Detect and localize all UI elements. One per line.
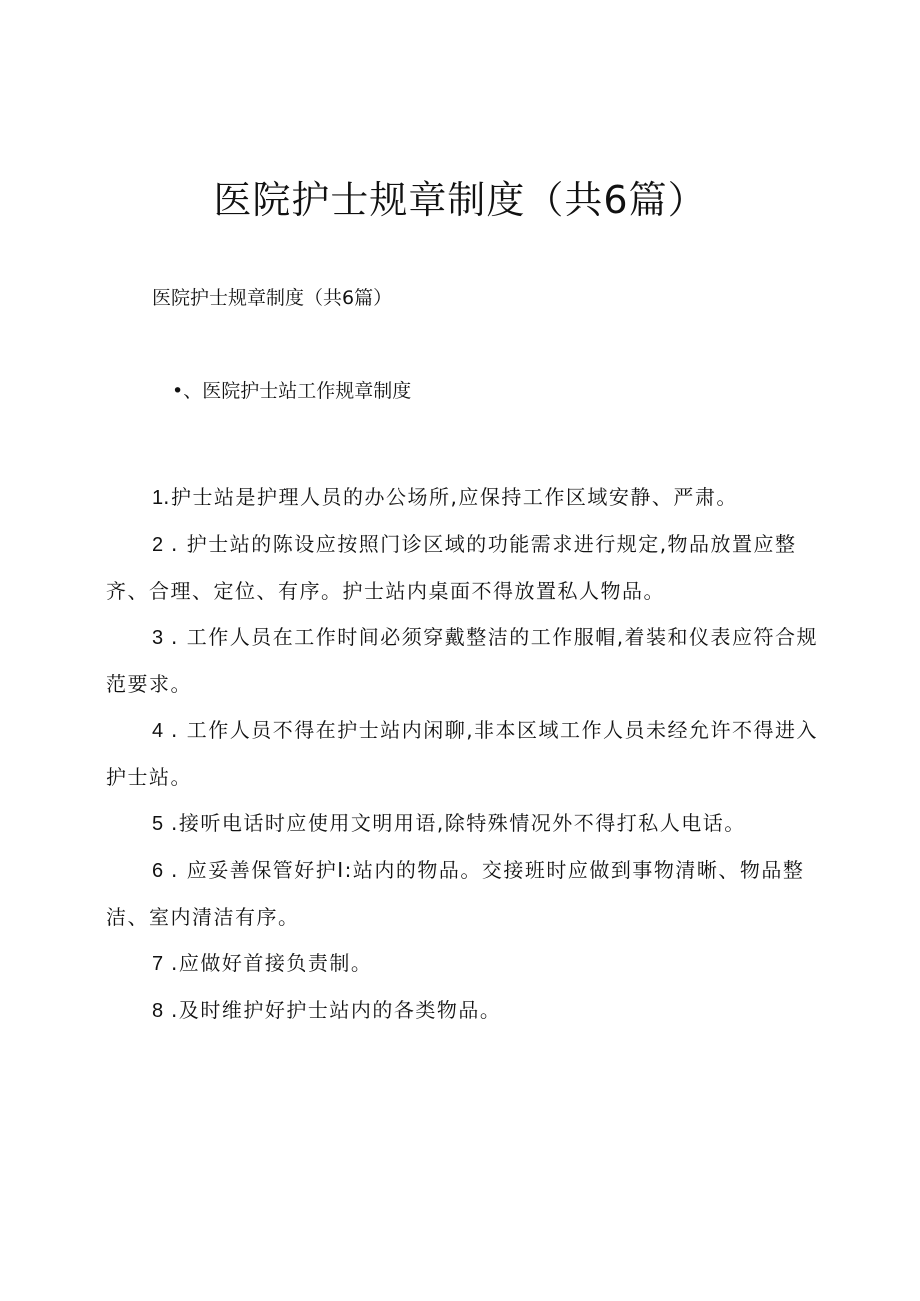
- document-title: 医院护士规章制度（共6篇）: [213, 178, 707, 222]
- rule-text: .接听电话时应使用文明用语,除特殊情况外不得打私人电话。: [163, 811, 746, 835]
- rule-text: . 护士站的陈设应按照门诊区域的功能需求进行规定,物品放置应整齐、合理、定位、有序。护士站内桌面不得放置私人物品。: [106, 532, 797, 603]
- rule-item: [106, 614, 826, 707]
- rules-list: [106, 474, 826, 1034]
- rule-text: .及时维护好护士站内的各类物品。: [163, 998, 502, 1022]
- rule-text: . 工作人员在工作时间必须穿戴整洁的工作服帽,着装和仪表应符合规范要求。: [106, 625, 819, 696]
- rule-number: 5: [152, 813, 164, 835]
- rule-number: 8: [152, 1000, 164, 1022]
- rule-item: [106, 474, 826, 521]
- rule-number: 6: [152, 860, 164, 882]
- rule-text: .护士站是护理人员的办公场所,应保持工作区域安静、严肃。: [163, 485, 738, 509]
- rule-item: [106, 707, 826, 800]
- rule-number: 4: [152, 720, 164, 742]
- rule-number: 3: [152, 627, 164, 649]
- rule-number: 2: [152, 534, 164, 556]
- rule-item: [106, 987, 826, 1034]
- section-heading: •、医院护士站工作规章制度: [172, 380, 412, 402]
- rule-item: [106, 521, 826, 614]
- rule-text: .应做好首接负责制。: [163, 951, 373, 975]
- rule-item: [106, 800, 826, 847]
- rule-number: 7: [152, 953, 164, 975]
- rule-item: [106, 940, 826, 987]
- document-subtitle: 医院护士规章制度（共6篇）: [152, 287, 393, 309]
- rule-text: . 工作人员不得在护士站内闲聊,非本区域工作人员未经允许不得进入护士站。: [106, 718, 819, 789]
- rule-text: . 应妥善保管好护I:站内的物品。交接班时应做到事物清晰、物品整洁、室内清洁有序。: [106, 858, 805, 929]
- rule-number: 1: [152, 487, 164, 509]
- rule-item: [106, 847, 826, 940]
